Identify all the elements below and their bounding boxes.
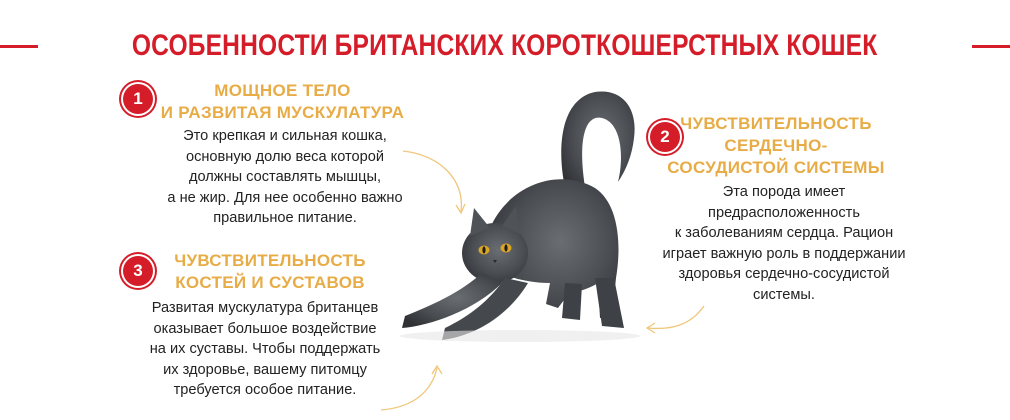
section-1-body (140, 126, 430, 229)
section-1-number-badge: 1 (123, 84, 153, 114)
section-2-body-line: Эта порода имеет (722, 184, 846, 200)
section-3-heading-line: КОСТЕЙ И СУСТАВОВ (175, 273, 365, 292)
section-3-body-line: требуется особое питание. (173, 382, 357, 398)
section-2-body (654, 182, 914, 305)
section-3-body-line: их здоровье, вашему питомцу (163, 361, 367, 378)
title-line-right (972, 45, 1010, 48)
arrow-3-icon (375, 360, 455, 416)
section-1-body-line: должны составлять мышцы, (188, 169, 381, 185)
section-2-heading-line: СЕРДЕЧНО- (724, 136, 828, 155)
section-2-body-line: к заболеваниям сердца. Рацион (674, 225, 894, 241)
section-2-heading (666, 113, 886, 179)
section-3-heading (150, 250, 390, 294)
section-1-body-line: правильное питание. (213, 210, 357, 226)
section-3-number-badge: 3 (123, 256, 153, 286)
section-2-heading-line: ЧУВСТВИТЕЛЬНОСТЬ (680, 114, 872, 133)
section-2-number-badge: 2 (650, 122, 680, 152)
section-1-heading-line: МОЩНОЕ ТЕЛО (214, 81, 351, 100)
section-1-heading (160, 80, 405, 124)
section-1-heading-line: И РАЗВИТАЯ МУСКУЛАТУРА (160, 103, 405, 122)
section-3-body (130, 298, 400, 401)
section-2-heading-line: СОСУДИСТОЙ СИСТЕМЫ (667, 158, 885, 177)
title-row (0, 24, 1010, 68)
cat-image (390, 78, 650, 348)
section-3-body-line: на их суставы. Чтобы поддержать (149, 341, 381, 357)
arrow-2-icon (640, 300, 710, 340)
section-1-body-line: основную долю веса которой (185, 148, 385, 165)
section-1-body-line: Это крепкая и сильная кошка, (183, 128, 387, 144)
section-2-body-line: играет важную роль в поддержании (662, 245, 906, 262)
section-3-body-line: оказывает большое воздействие (153, 320, 377, 337)
page-title: ОСОБЕННОСТИ БРИТАНСКИХ КОРОТКОШЕРСТНЫХ КОШЕК (132, 29, 878, 62)
section-2-body-line: системы. (753, 286, 815, 303)
section-1-body-line: а не жир. Для нее особенно важно (167, 189, 403, 206)
section-3-heading-line: ЧУВСТВИТЕЛЬНОСТЬ (174, 251, 366, 270)
section-2-body-line: здоровья сердечно-сосудистой (678, 266, 890, 282)
title-line-left (0, 45, 38, 48)
section-2-body-line: предрасположенность (708, 204, 860, 221)
section-3-body-line: Развитая мускулатура британцев (151, 300, 379, 316)
